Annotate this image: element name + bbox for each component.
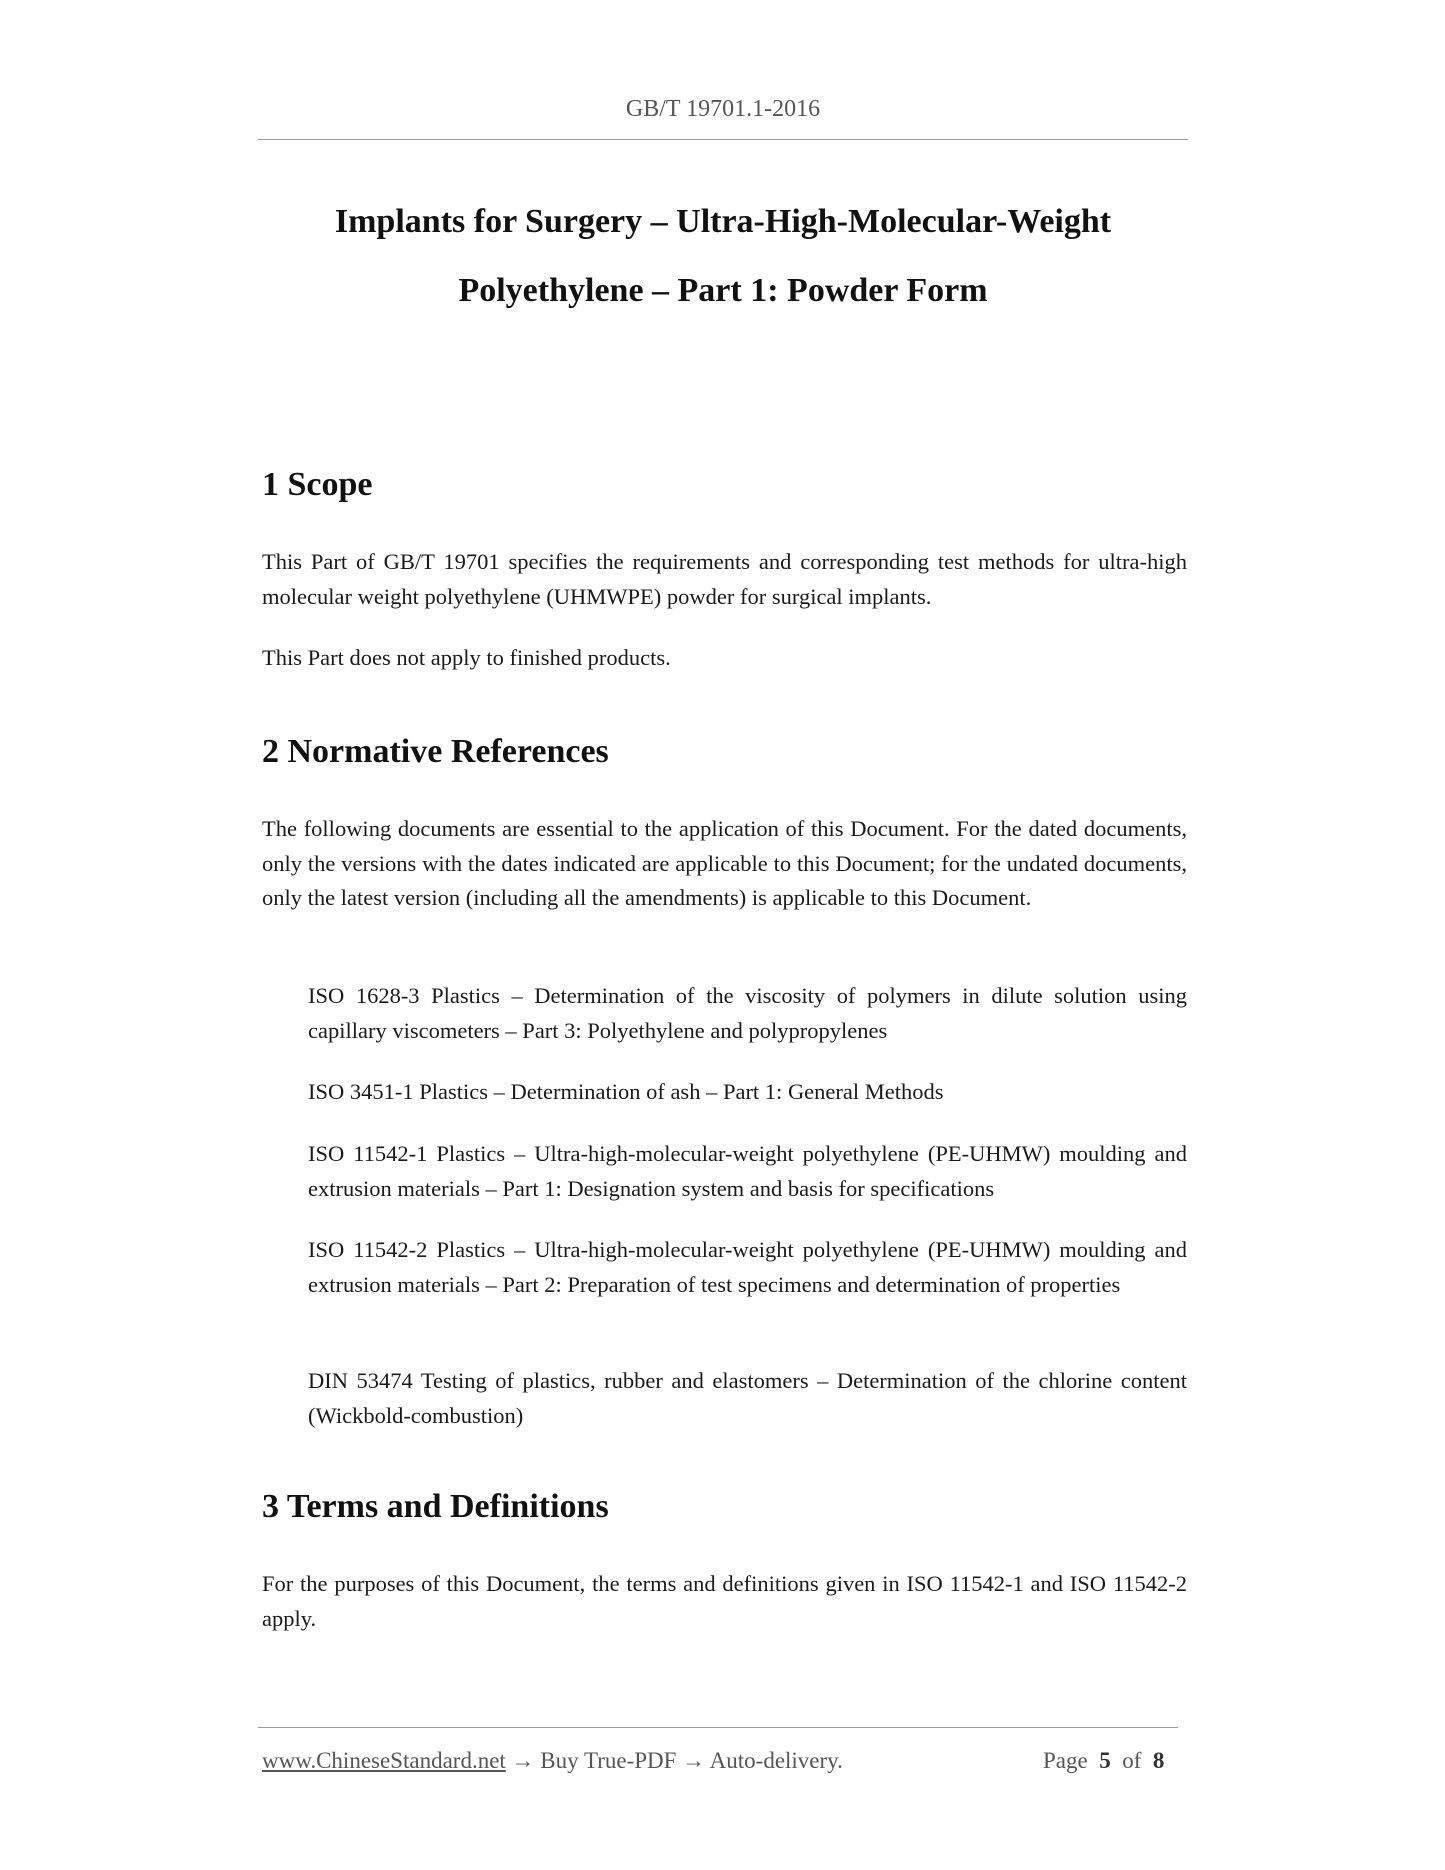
normative-intro-paragraph: The following documents are essential to the application of this Document. For the dated documents, only the versions with the dates indicated are applicable to this Document; for the undated documents, only the latest version (including all the amendments) is applicable to this Document. (262, 816, 1187, 910)
page-of-label: of (1122, 1748, 1142, 1773)
document-title (258, 187, 1188, 325)
section-heading-scope: 1 Scope (262, 466, 373, 503)
document-title-line-1: Implants for Surgery – Ultra-High-Molecular-Weight (334, 203, 1112, 240)
document-title-line-2: Polyethylene – Part 1: Powder Form (458, 272, 988, 309)
section-heading-normative-references: 2 Normative References (262, 733, 609, 770)
page-indicator (1043, 1748, 1164, 1774)
section-heading-terms-and-definitions: 3 Terms and Definitions (262, 1488, 609, 1525)
running-header: GB/T 19701.1-2016 (625, 96, 821, 122)
reference-item-iso-1628-3: ISO 1628-3 Plastics – Determination of the viscosity of polymers in dilute solution using capillary viscometers – Part 3: Polyethylene and polypropylenes (308, 983, 1187, 1043)
reference-item-iso-11542-2: ISO 11542-2 Plastics – Ultra-high-molecular-weight polyethylene (PE-UHMW) moulding and extrusion materials – Part 2: Preparation of test specimens and determination of properties (308, 1237, 1187, 1297)
page-total: 8 (1152, 1748, 1165, 1773)
reference-item-iso-3451-1: ISO 3451-1 Plastics – Determination of ash – Part 1: General Methods (308, 1079, 944, 1104)
footer-divider (258, 1727, 1178, 1728)
terms-paragraph: For the purposes of this Document, the terms and definitions given in ISO 11542-1 and ISO 11542-2 apply. (262, 1571, 1187, 1631)
footer-promo-text: → Buy True-PDF → Auto-delivery. (505, 1748, 843, 1773)
chinese-standard-link[interactable]: www.ChineseStandard.net (262, 1748, 506, 1773)
footer-promo (262, 1748, 843, 1774)
scope-paragraph-2: This Part does not apply to finished products. (262, 645, 671, 670)
scope-paragraph-1: This Part of GB/T 19701 specifies the requirements and corresponding test methods for ultra-high molecular weight polyethylene (UHMWPE) powder for surgical implants. (262, 549, 1187, 609)
reference-item-din-53474: DIN 53474 Testing of plastics, rubber and elastomers – Determination of the chlorine content (Wickbold-combustion) (308, 1368, 1187, 1428)
page-current: 5 (1099, 1748, 1111, 1773)
page-label: Page (1043, 1748, 1088, 1773)
reference-item-iso-11542-1: ISO 11542-1 Plastics – Ultra-high-molecular-weight polyethylene (PE-UHMW) moulding and extrusion materials – Part 1: Designation system and basis for specifications (308, 1141, 1187, 1201)
header-divider (258, 139, 1188, 140)
